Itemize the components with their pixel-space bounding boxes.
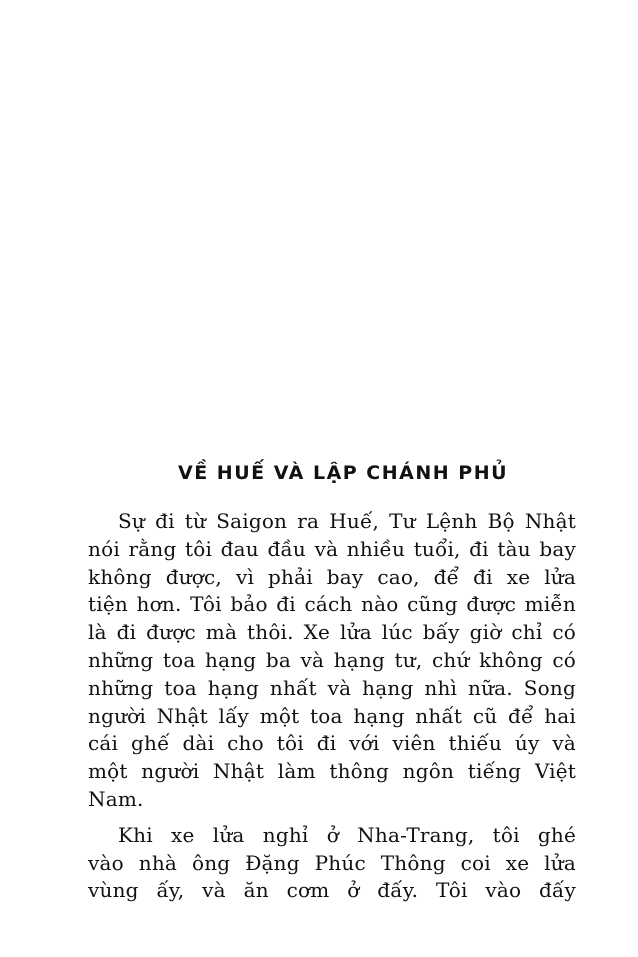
chapter-title: VỀ HUẾ VÀ LẬP CHÁNH PHỦ [178,462,509,484]
text-line: Sự đi từ Saigon ra Huế, Tư Lệnh Bộ Nhật [118,509,576,533]
text-line: không được, vì phải bay cao, để đi xe lửa [88,564,576,589]
text-line: là đi được mà thôi. Xe lửa lúc bấy giờ chỉ có [88,620,576,645]
paragraph-gap [88,814,576,822]
text-line: Nam. [88,786,144,811]
body-text [88,508,576,905]
text-line: cái ghế dài cho tôi đi với viên thiếu úy và [88,731,576,756]
text-line: một người Nhật làm thông ngôn tiếng Việt [88,759,576,784]
paragraph-2 [88,822,576,905]
text-line: vào nhà ông Đặng Phúc Thông coi xe lửa [88,850,576,875]
text-line: nói rằng tôi đau đầu và nhiều tuổi, đi tàu bay [88,536,576,561]
text-line: người Nhật lấy một toa hạng nhất cũ để hai [88,703,576,728]
text-line: tiện hơn. Tôi bảo đi cách nào cũng được miễn [88,592,576,617]
text-line: Khi xe lửa nghỉ ở Nha-Trang, tôi ghé [118,822,576,847]
paragraph-1 [88,508,576,814]
text-line: vùng ấy, và ăn cơm ở đấy. Tôi vào đấy [88,878,576,903]
text-line: những toa hạng nhất và hạng nhì nữa. Song [88,675,576,700]
text-line: những toa hạng ba và hạng tư, chứ không có [88,647,576,672]
